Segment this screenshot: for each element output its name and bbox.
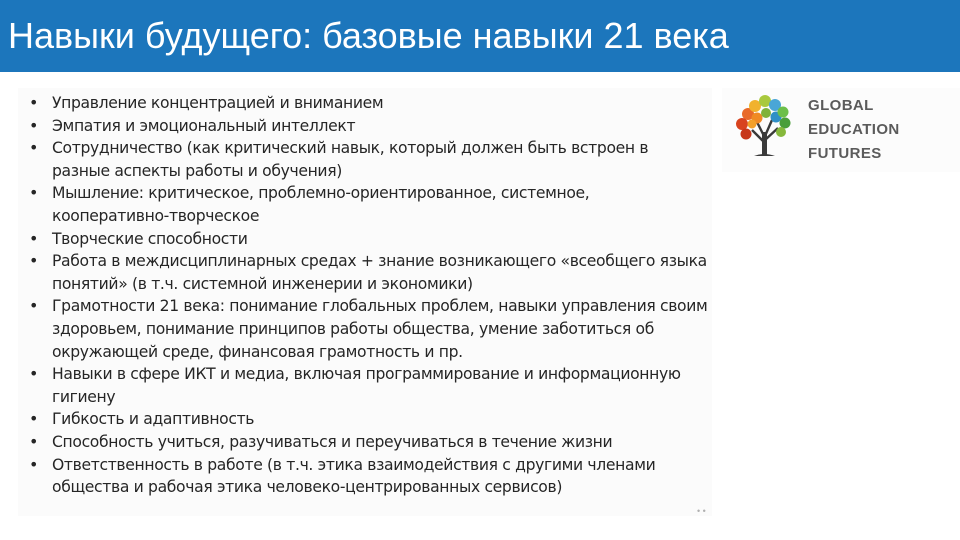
- list-item: • Навыки в сфере ИКТ и медиа, включая программирование и информационную гигиену: [22, 363, 710, 408]
- decorative-dots: • •: [697, 506, 706, 516]
- logo-line-futures: FUTURES: [808, 145, 882, 162]
- list-item: • Управление концентрацией и вниманием: [22, 92, 710, 115]
- list-item: • Творческие способности: [22, 228, 710, 251]
- list-item: • Ответственность в работе (в т.ч. этика взаимодействия с другими членами общества и рабочая этика человеко-центрированных сервисов): [22, 454, 710, 499]
- list-item: • Гибкость и адаптивность: [22, 408, 710, 431]
- global-education-futures-logo: [722, 88, 960, 172]
- title-bar: [0, 0, 960, 72]
- list-item: • Работа в междисциплинарных средах + знание возникающего «всеобщего языка понятий» (в т.ч. системной инженерии и экономики): [22, 250, 710, 295]
- list-item: • Эмпатия и эмоциональный интеллект: [22, 115, 710, 138]
- skills-list: [22, 92, 710, 499]
- logo-wordmark: [808, 94, 900, 166]
- logo-line-education: EDUCATION: [808, 121, 900, 138]
- tree-icon: [730, 92, 802, 166]
- list-item: • Грамотности 21 века: понимание глобальных проблем, навыки управления своим здоровьем, понимание принципов работы общества, умение заботиться об окружающей среде, финансовая грамотность и пр.: [22, 295, 710, 363]
- skills-panel: [18, 88, 712, 516]
- list-item: • Мышление: критическое, проблемно-ориентированное, системное, кооперативно-творческое: [22, 182, 710, 227]
- list-item: • Сотрудничество (как критический навык, который должен быть встроен в разные аспекты работы и обучения): [22, 137, 710, 182]
- logo-line-global: GLOBAL: [808, 97, 874, 114]
- slide-title: Навыки будущего: базовые навыки 21 века: [8, 15, 729, 56]
- list-item: • Способность учиться, разучиваться и переучиваться в течение жизни: [22, 431, 710, 454]
